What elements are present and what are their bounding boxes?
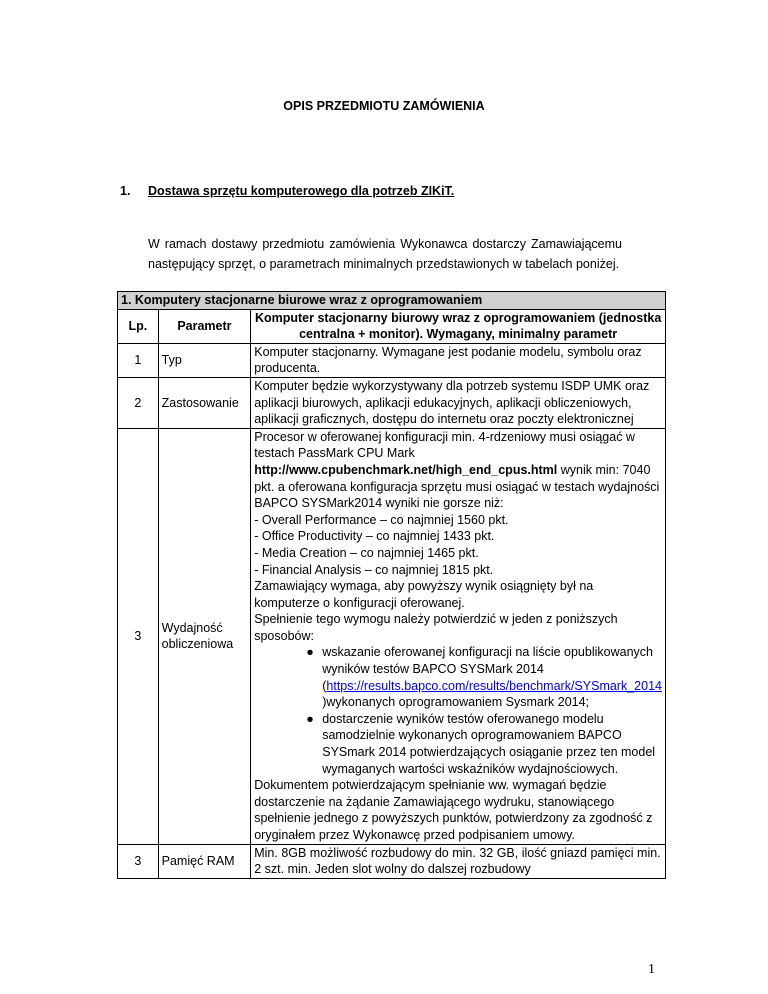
bullet-icon: ● bbox=[306, 711, 314, 726]
header-lp: Lp. bbox=[118, 309, 159, 343]
requirement-paragraph: Zamawiający wymaga, aby powyższy wynik osiągnięty był na komputerze o konfiguracji oferowanej. bbox=[254, 579, 594, 610]
header-value: Komputer stacjonarny biurowy wraz z oprogramowaniem (jednostka centralna + monitor). Wymagany, minimalny parametr bbox=[251, 309, 666, 343]
intro-paragraph: W ramach dostawy przedmiotu zamówienia Wykonawca dostarczy Zamawiającemu następujący sprzęt, o parametrach minimalnych przedstawionych w tabelach poniżej. bbox=[148, 237, 622, 271]
row-lp: 1 bbox=[118, 343, 159, 377]
score-item: - Office Productivity – co najmniej 1433 pkt. bbox=[254, 529, 495, 544]
table-row bbox=[118, 844, 666, 878]
spec-table bbox=[117, 291, 666, 879]
document-title: OPIS PRZEDMIOTU ZAMÓWIENIA bbox=[283, 99, 485, 113]
header-param: Parametr bbox=[158, 309, 251, 343]
table-row bbox=[118, 428, 666, 844]
bapco-results-link[interactable]: https://results.bapco.com/results/benchmark/SYSmark_2014 bbox=[326, 678, 662, 693]
score-item: - Overall Performance – co najmniej 1560 pkt. bbox=[254, 512, 509, 527]
table-row bbox=[118, 343, 666, 377]
section-number: 1. bbox=[120, 184, 131, 198]
row-param: Zastosowanie bbox=[158, 377, 251, 428]
cpubenchmark-link[interactable]: http://www.cpubenchmark.net/high_end_cpus.html bbox=[254, 462, 558, 477]
page-number: 1 bbox=[648, 962, 655, 977]
list-item: ● dostarczenie wyników testów oferowanego modelu samodzielnie wykonanych oprogramowaniem BAPCO SYSmark 2014 potwierdzających osiąganie przez ten model wymaganych wartości wskaźników wydajnościowych. bbox=[306, 711, 656, 776]
row-value-performance bbox=[251, 428, 666, 844]
score-item: - Media Creation – co najmniej 1465 pkt. bbox=[254, 545, 479, 560]
row-param: Pamięć RAM bbox=[158, 844, 251, 878]
row-value: Komputer stacjonarny. Wymagane jest podanie modelu, symbolu oraz producenta. bbox=[251, 343, 666, 377]
list-item: ● wskazanie oferowanej konfiguracji na liście opublikowanych wyników testów BAPCO SYSMark 2014 (https://results.bapco.com/results/benchmark/SYSmark_2014 )wykonanych oprogramowaniem Sysmark 2014; bbox=[306, 645, 662, 710]
row-param: Wydajność obliczeniowa bbox=[158, 428, 251, 844]
bullet-icon: ● bbox=[306, 645, 314, 660]
score-item: - Financial Analysis – co najmniej 1815 pkt. bbox=[254, 562, 494, 577]
row-lp: 3 bbox=[118, 844, 159, 878]
table-caption: 1. Komputery stacjonarne biurowe wraz z oprogramowaniem bbox=[118, 292, 666, 310]
document-paragraph: Dokumentem potwierdzającym spełnianie ww. wymagań będzie dostarczenie na żądanie Zamawiającego wydruku, stanowiącego spełnienie jednego z powyższych punktów, potwierdzony za zgodność z oryginałem przez Wykonawcę przed podpisaniem umowy. bbox=[254, 778, 653, 842]
section-heading bbox=[120, 184, 454, 198]
table-row bbox=[118, 377, 666, 428]
confirmation-list bbox=[254, 644, 662, 777]
performance-intro: Procesor w oferowanej konfiguracji min. 4-rdzeniowy musi osiągać w testach PassMark CPU Mark http://www.cpubenchmark.net/high_end_cpus.html wynik min: 7040 pkt. a oferowana konfiguracja sprzętu musi osiągać w testach wydajności BAPCO SYSMark2014 wyniki nie gorsze niż: bbox=[254, 429, 660, 511]
row-param: Typ bbox=[158, 343, 251, 377]
row-value: Komputer będzie wykorzystywany dla potrzeb systemu ISDP UMK oraz aplikacji biurowych, aplikacji edukacyjnych, aplikacji obliczeniowych, aplikacji graficznych, dostępu do internetu oraz poczty elektronicznej bbox=[251, 377, 666, 428]
row-lp: 2 bbox=[118, 377, 159, 428]
section-title: Dostawa sprzętu komputerowego dla potrzeb ZIKiT. bbox=[148, 184, 455, 198]
confirmation-paragraph: Spełnienie tego wymogu należy potwierdzić w jeden z poniższych sposobów: bbox=[254, 612, 618, 643]
table-header-row bbox=[118, 309, 666, 343]
table-caption-row bbox=[118, 292, 666, 310]
row-lp: 3 bbox=[118, 428, 159, 844]
row-value: Min. 8GB możliwość rozbudowy do min. 32 GB, ilość gniazd pamięci min. 2 szt. min. Jeden slot wolny do dalszej rozbudowy bbox=[251, 844, 666, 878]
